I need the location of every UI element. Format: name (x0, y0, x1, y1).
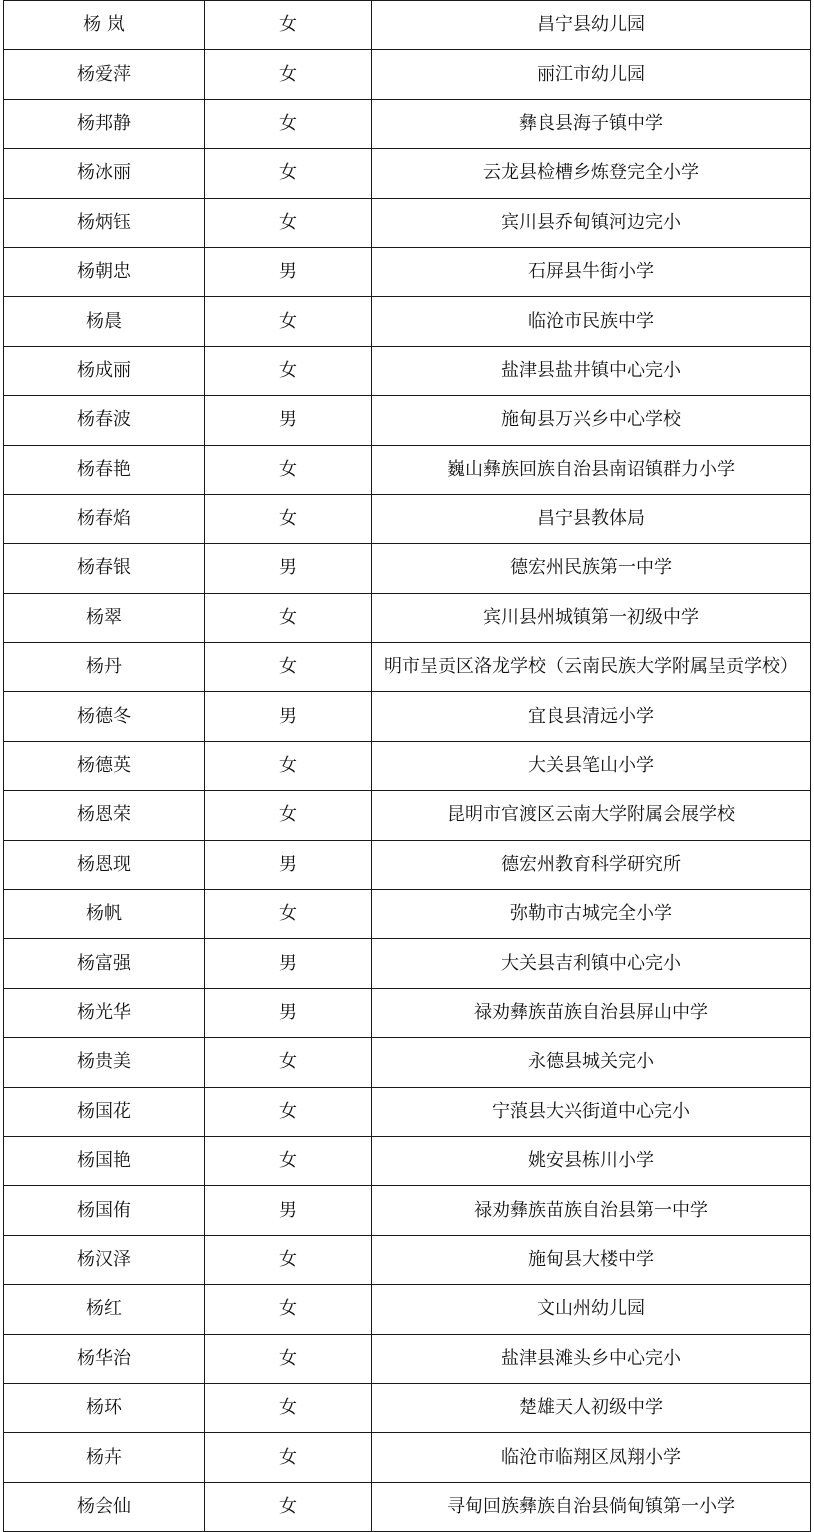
table-row (4, 692, 811, 741)
unit-cell: 楚雄天人初级中学 (372, 1383, 811, 1432)
gender-cell: 女 (205, 297, 372, 346)
gender-cell: 男 (205, 544, 372, 593)
table-row (4, 297, 811, 346)
name-cell: 杨帆 (4, 890, 205, 939)
gender-cell: 女 (205, 1038, 372, 1087)
name-cell: 杨朝忠 (4, 247, 205, 296)
table-row (4, 593, 811, 642)
gender-cell: 女 (205, 1087, 372, 1136)
name-cell: 杨贵美 (4, 1038, 205, 1087)
name-cell: 杨春焰 (4, 494, 205, 543)
unit-cell: 禄劝彝族苗族自治县第一中学 (372, 1186, 811, 1235)
unit-cell: 宾川县乔甸镇河边完小 (372, 198, 811, 247)
gender-cell: 男 (205, 396, 372, 445)
roster-table (3, 0, 811, 1532)
name-cell: 杨春银 (4, 544, 205, 593)
name-cell: 杨恩现 (4, 840, 205, 889)
unit-cell: 永德县城关完小 (372, 1038, 811, 1087)
name-cell: 杨晨 (4, 297, 205, 346)
table-row (4, 99, 811, 148)
gender-cell: 女 (205, 1, 372, 50)
unit-cell: 云龙县检槽乡炼登完全小学 (372, 149, 811, 198)
table-row (4, 445, 811, 494)
name-cell: 杨国艳 (4, 1136, 205, 1185)
unit-cell: 盐津县滩头乡中心完小 (372, 1334, 811, 1383)
name-cell: 杨 岚 (4, 1, 205, 50)
table-row (4, 346, 811, 395)
unit-cell: 大关县笔山小学 (372, 741, 811, 790)
unit-cell: 临沧市民族中学 (372, 297, 811, 346)
name-cell: 杨环 (4, 1383, 205, 1432)
unit-cell: 寻甸回族彝族自治县倘甸镇第一小学 (372, 1482, 811, 1531)
table-row (4, 1383, 811, 1432)
gender-cell: 女 (205, 1433, 372, 1482)
unit-cell: 施甸县大楼中学 (372, 1235, 811, 1284)
name-cell: 杨国花 (4, 1087, 205, 1136)
gender-cell: 女 (205, 1482, 372, 1531)
name-cell: 杨富强 (4, 939, 205, 988)
unit-cell: 德宏州教育科学研究所 (372, 840, 811, 889)
name-cell: 杨春波 (4, 396, 205, 445)
unit-cell: 彝良县海子镇中学 (372, 99, 811, 148)
table-row (4, 396, 811, 445)
table-row (4, 1186, 811, 1235)
unit-cell: 昆明市官渡区云南大学附属会展学校 (372, 791, 811, 840)
unit-cell: 文山州幼儿园 (372, 1285, 811, 1334)
name-cell: 杨汉泽 (4, 1235, 205, 1284)
name-cell: 杨华治 (4, 1334, 205, 1383)
gender-cell: 女 (205, 149, 372, 198)
name-cell: 杨邦静 (4, 99, 205, 148)
gender-cell: 男 (205, 1186, 372, 1235)
gender-cell: 女 (205, 741, 372, 790)
unit-cell: 姚安县栋川小学 (372, 1136, 811, 1185)
table-row (4, 791, 811, 840)
unit-cell: 明市呈贡区洛龙学校（云南民族大学附属呈贡学校） (372, 643, 811, 692)
gender-cell: 女 (205, 346, 372, 395)
gender-cell: 女 (205, 1285, 372, 1334)
name-cell: 杨国侑 (4, 1186, 205, 1235)
unit-cell: 大关县吉利镇中心完小 (372, 939, 811, 988)
table-row (4, 1334, 811, 1383)
unit-cell: 施甸县万兴乡中心学校 (372, 396, 811, 445)
unit-cell: 德宏州民族第一中学 (372, 544, 811, 593)
unit-cell: 临沧市临翔区凤翔小学 (372, 1433, 811, 1482)
table-row (4, 1482, 811, 1531)
gender-cell: 女 (205, 445, 372, 494)
table-row (4, 741, 811, 790)
gender-cell: 女 (205, 890, 372, 939)
name-cell: 杨成丽 (4, 346, 205, 395)
gender-cell: 女 (205, 1383, 372, 1432)
unit-cell: 弥勒市古城完全小学 (372, 890, 811, 939)
table-row (4, 1038, 811, 1087)
gender-cell: 男 (205, 988, 372, 1037)
table-row (4, 840, 811, 889)
unit-cell: 禄劝彝族苗族自治县屏山中学 (372, 988, 811, 1037)
name-cell: 杨丹 (4, 643, 205, 692)
unit-cell: 宜良县清远小学 (372, 692, 811, 741)
gender-cell: 女 (205, 99, 372, 148)
name-cell: 杨红 (4, 1285, 205, 1334)
table-row (4, 643, 811, 692)
unit-cell: 宁蒗县大兴街道中心完小 (372, 1087, 811, 1136)
table-row (4, 247, 811, 296)
gender-cell: 女 (205, 1334, 372, 1383)
table-row (4, 1433, 811, 1482)
table-row (4, 544, 811, 593)
name-cell: 杨卉 (4, 1433, 205, 1482)
gender-cell: 女 (205, 198, 372, 247)
name-cell: 杨炳钰 (4, 198, 205, 247)
name-cell: 杨恩荣 (4, 791, 205, 840)
gender-cell: 男 (205, 247, 372, 296)
table-row (4, 50, 811, 99)
unit-cell: 昌宁县幼儿园 (372, 1, 811, 50)
gender-cell: 女 (205, 494, 372, 543)
unit-cell: 宾川县州城镇第一初级中学 (372, 593, 811, 642)
unit-cell: 盐津县盐井镇中心完小 (372, 346, 811, 395)
table-row (4, 1285, 811, 1334)
gender-cell: 女 (205, 643, 372, 692)
table-row (4, 988, 811, 1037)
table-row (4, 890, 811, 939)
unit-cell: 昌宁县教体局 (372, 494, 811, 543)
name-cell: 杨光华 (4, 988, 205, 1037)
name-cell: 杨爱萍 (4, 50, 205, 99)
name-cell: 杨翠 (4, 593, 205, 642)
table-row (4, 1, 811, 50)
gender-cell: 女 (205, 1136, 372, 1185)
table-row (4, 494, 811, 543)
roster-body (4, 1, 811, 1532)
gender-cell: 男 (205, 692, 372, 741)
gender-cell: 男 (205, 840, 372, 889)
name-cell: 杨德英 (4, 741, 205, 790)
unit-cell: 丽江市幼儿园 (372, 50, 811, 99)
name-cell: 杨冰丽 (4, 149, 205, 198)
unit-cell: 石屏县牛街小学 (372, 247, 811, 296)
table-row (4, 939, 811, 988)
name-cell: 杨德冬 (4, 692, 205, 741)
table-row (4, 149, 811, 198)
name-cell: 杨春艳 (4, 445, 205, 494)
gender-cell: 男 (205, 939, 372, 988)
unit-cell: 巍山彝族回族自治县南诏镇群力小学 (372, 445, 811, 494)
gender-cell: 女 (205, 50, 372, 99)
name-cell: 杨会仙 (4, 1482, 205, 1531)
gender-cell: 女 (205, 593, 372, 642)
table-row (4, 1235, 811, 1284)
gender-cell: 女 (205, 1235, 372, 1284)
table-row (4, 198, 811, 247)
table-row (4, 1087, 811, 1136)
table-row (4, 1136, 811, 1185)
gender-cell: 女 (205, 791, 372, 840)
